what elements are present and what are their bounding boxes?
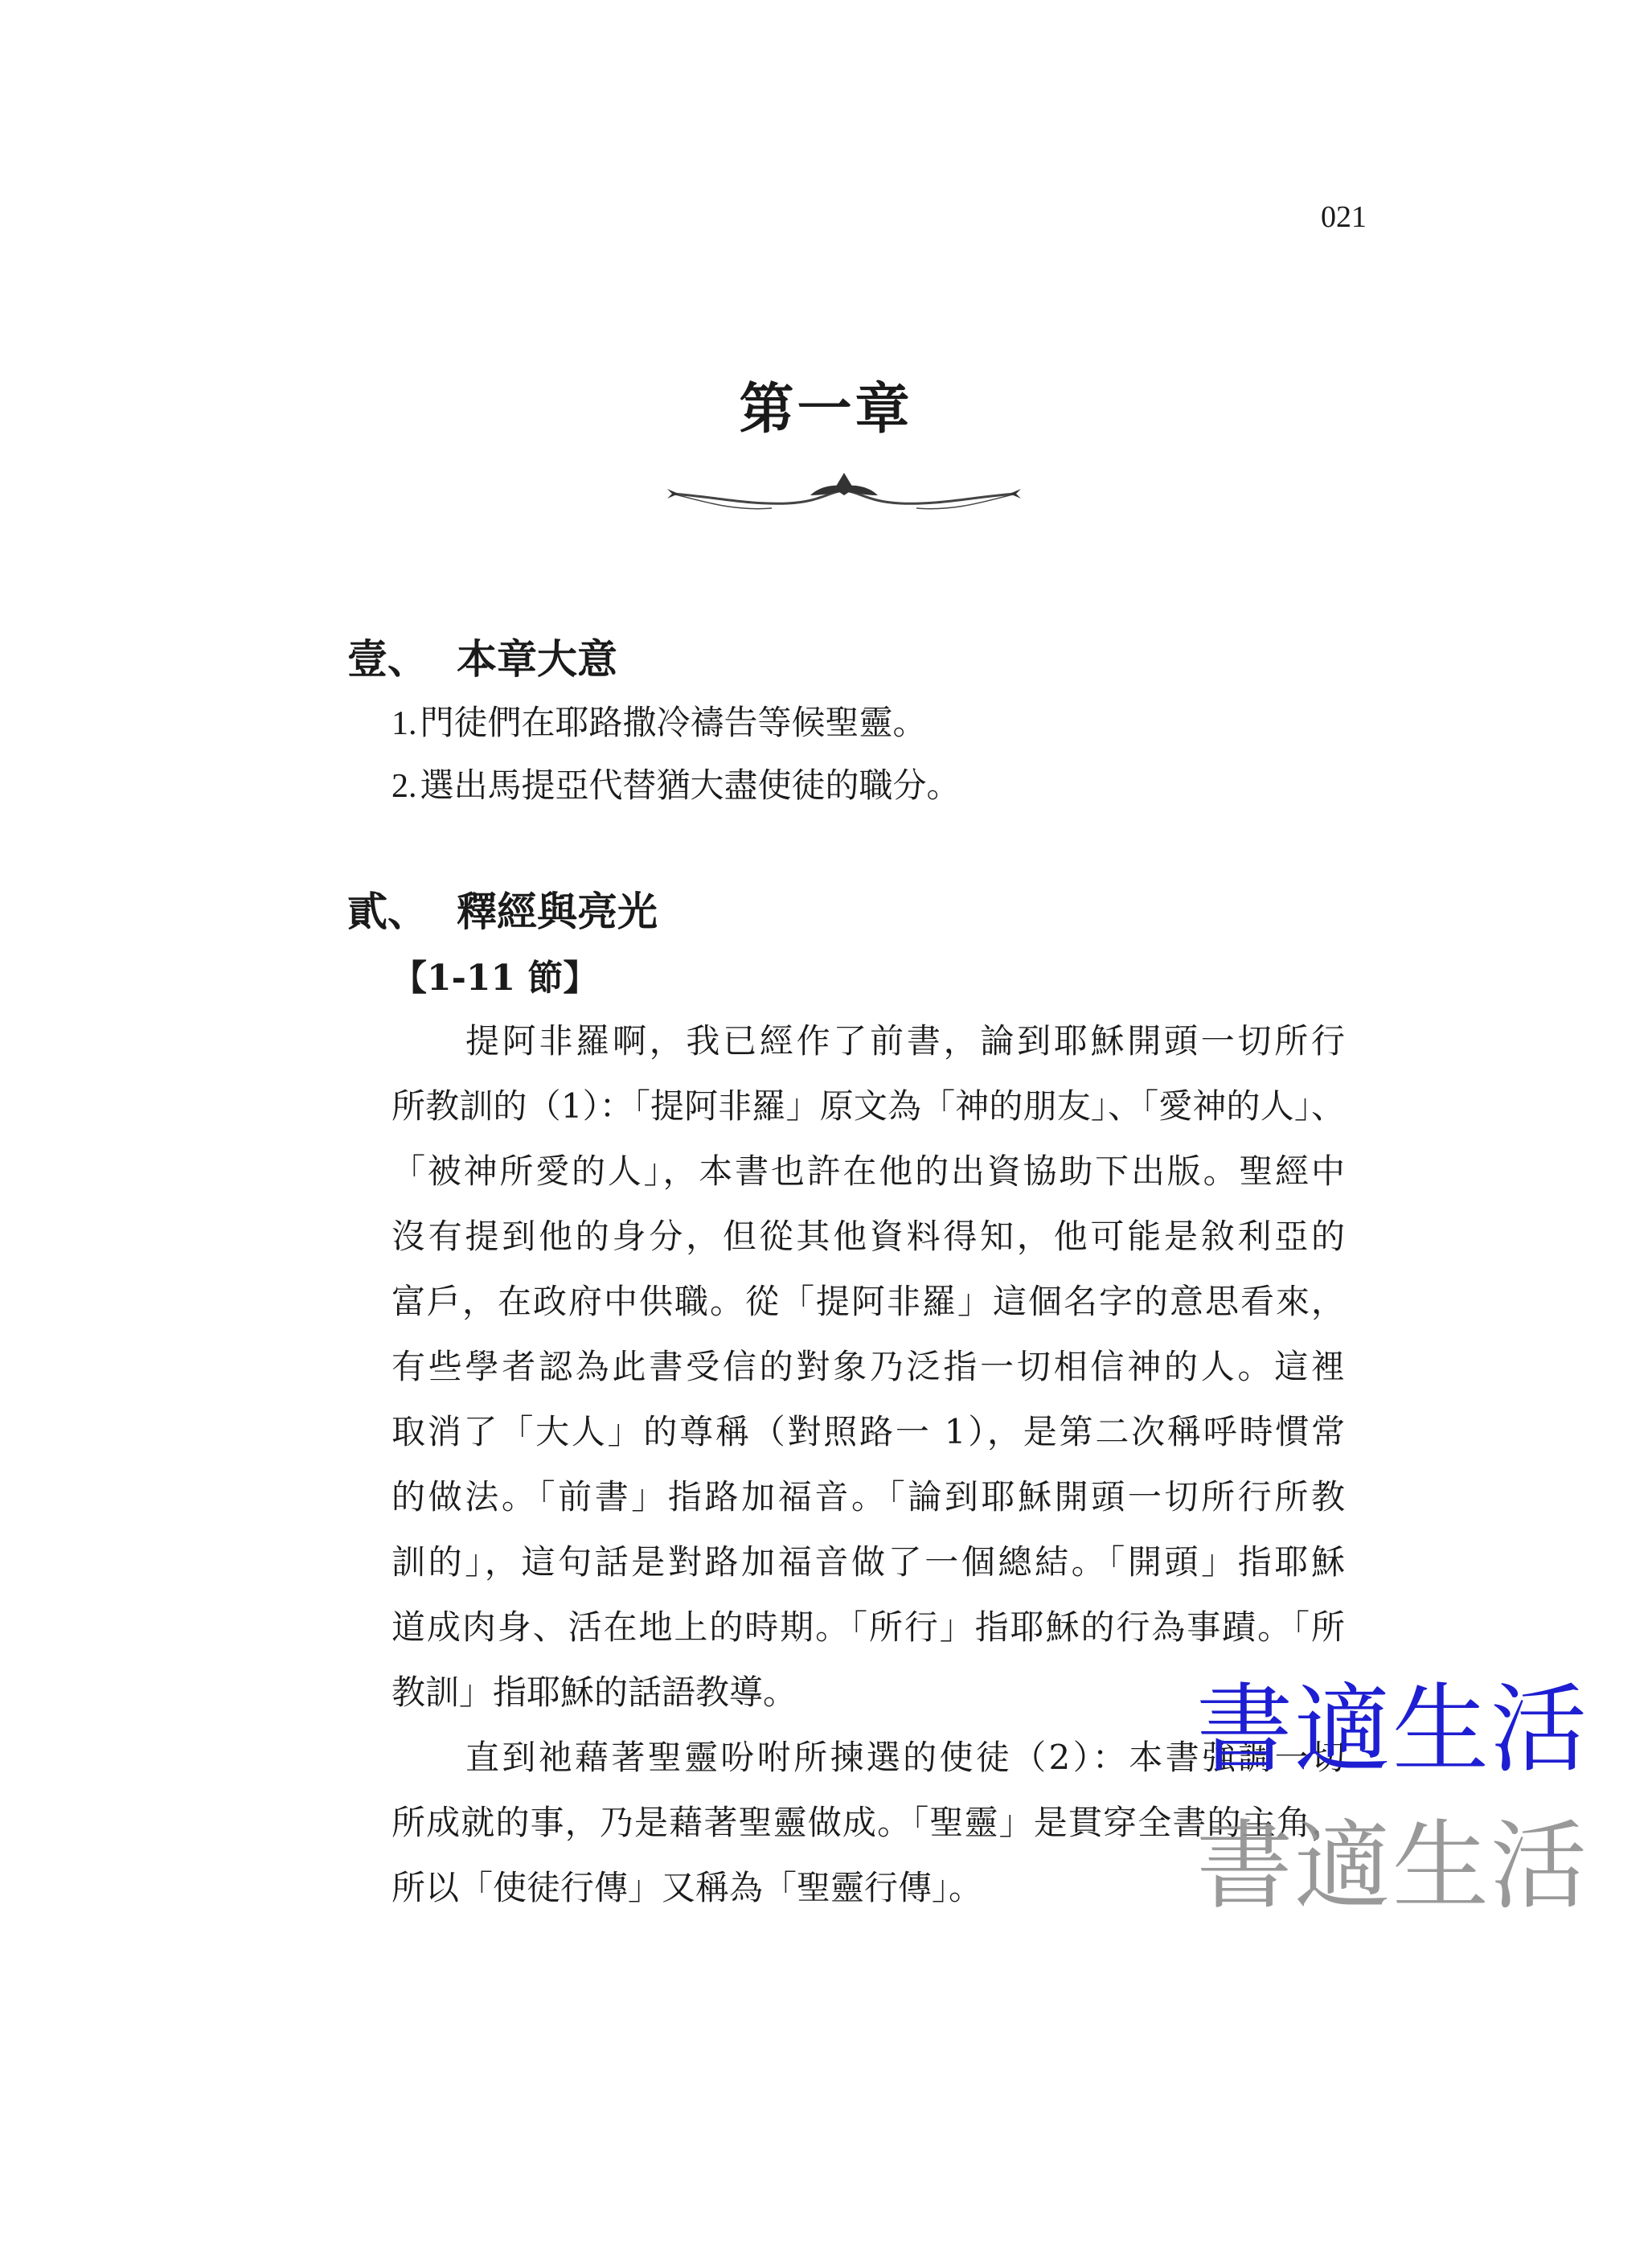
paragraph-line: 所以「使徒行傳」又稱為「聖靈行傳」。	[391, 1868, 983, 1907]
paragraph-line: 教訓」指耶穌的話語教導。	[391, 1673, 797, 1712]
section-title-summary	[347, 627, 617, 685]
list-item-index: 2.	[391, 768, 417, 805]
list-item-text: 門徒們在耶路撒冷禱告等候聖靈。	[420, 703, 927, 742]
paragraph-line: 的做法。「前書」指路加福音。「論到耶穌開頭一切所行所教	[391, 1477, 1345, 1517]
paragraph-line: 富戶，在政府中供職。從「提阿非羅」這個名字的意思看來，	[391, 1282, 1345, 1321]
paragraph-line: 直到祂藉著聖靈吩咐所揀選的使徒（2）：本書強調一切	[465, 1738, 1345, 1777]
paragraph-line: 所成就的事，乃是藉著聖靈做成。「聖靈」是貫穿全書的主角，	[391, 1803, 1345, 1842]
paragraph-line: 有些學者認為此書受信的對象乃泛指一切相信神的人。這裡	[391, 1347, 1345, 1386]
paragraph-line: 「被神所愛的人」，本書也許在他的出資協助下出版。聖經中	[391, 1151, 1345, 1191]
list-item	[391, 696, 927, 745]
paragraph-line: 提阿非羅啊，我已經作了前書，論到耶穌開頭一切所行	[465, 1021, 1345, 1061]
section-number: 壹、	[347, 635, 428, 683]
paragraph-line: 取消了「大人」的尊稱（對照路一 1），是第二次稱呼時慣常	[391, 1412, 1345, 1451]
section-number: 貳、	[347, 888, 428, 935]
list-item-text: 選出馬提亞代替猶大盡使徒的職分。	[420, 765, 961, 805]
verse-reference: 【1-11 節】	[391, 958, 599, 999]
paragraph-line: 沒有提到他的身分，但從其他資料得知，他可能是敘利亞的	[391, 1217, 1345, 1256]
paragraph-line: 訓的」，這句話是對路加福音做了一個總結。「開頭」指耶穌	[391, 1542, 1345, 1582]
watermark-blue: 書適生活	[1196, 1674, 1588, 1786]
list-item	[391, 759, 961, 807]
paragraph-line: 所教訓的（1）：「提阿非羅」原文為「神的朋友」、「愛神的人」、	[391, 1086, 1345, 1126]
ornament-divider-icon	[667, 468, 1021, 518]
list-item-index: 1.	[391, 705, 417, 742]
chapter-title: 第一章	[739, 377, 913, 441]
page-number: 021	[1321, 200, 1367, 234]
section-title-text: 釋經與亮光	[457, 888, 658, 935]
commentary-paragraph-1	[391, 1008, 1345, 1725]
section-title-exegesis	[347, 880, 658, 938]
paragraph-line: 道成肉身、活在地上的時期。「所行」指耶穌的行為事蹟。「所	[391, 1607, 1345, 1647]
watermark-gray: 書適生活	[1196, 1811, 1588, 1923]
section-title-text: 本章大意	[457, 635, 617, 683]
